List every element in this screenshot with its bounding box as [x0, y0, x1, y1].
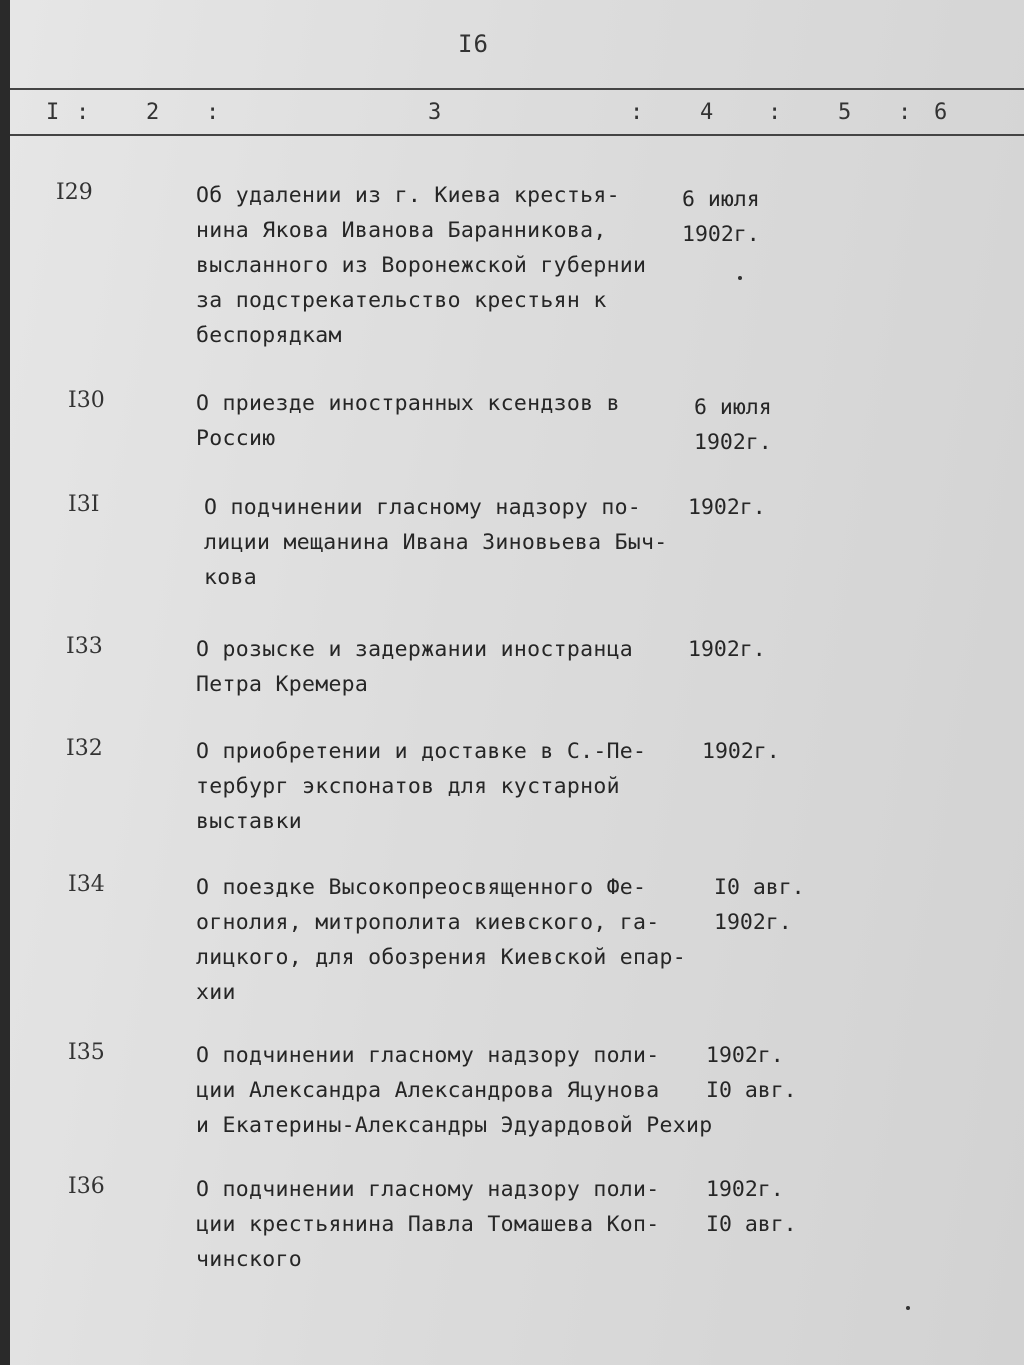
column-header-2: 2: [146, 100, 160, 125]
column-header-6: 6: [934, 100, 948, 125]
document-page: [10, 0, 1024, 1365]
header-rule-bottom: [10, 134, 1024, 136]
header-rule-top: [10, 88, 1024, 90]
column-separator: :: [630, 100, 644, 125]
entry-date: 6 июля 1902г.: [682, 187, 760, 247]
entry-number: I3I: [68, 492, 100, 517]
entry-number: I29: [56, 180, 93, 205]
entry-date: 6 июля 1902г.: [694, 395, 772, 455]
entry-number: I34: [68, 872, 105, 897]
column-header-3: 3: [428, 100, 442, 125]
page-number: I6: [458, 30, 489, 58]
entry-number: I33: [66, 634, 103, 659]
entry-title: О поездке Высокопреосвященного Фе- огнолия, митрополита киевского, га- лицкого, для обозрения Киевской епар- хии: [196, 875, 687, 1005]
entry-date: 1902г. I0 авг.: [706, 1177, 797, 1237]
ink-speck: [906, 1306, 910, 1310]
entry-title: О приобретении и доставке в С.-Пе- тербург экспонатов для кустарной выставки: [196, 739, 647, 834]
entry-number: I32: [66, 736, 103, 761]
entry-title: О розыске и задержании иностранца Петра Кремера: [196, 637, 634, 697]
entry-title: О подчинении гласному надзору по- лиции мещанина Ивана Зиновьева Быч- кова: [204, 495, 668, 590]
entry-date: 1902г.: [688, 495, 766, 520]
entry-title: О подчинении гласному надзору поли- ции Александра Александрова Яцунова и Екатерины-Алексaндры Эдуардовой Рехир: [196, 1043, 713, 1138]
column-header-5: 5: [838, 100, 852, 125]
column-header-4: 4: [700, 100, 714, 125]
entry-title: Об удалении из г. Киева крестья- нина Якова Иванова Баранникова, высланного из Воронежской губернии за подстрекательство крестьян к беспорядкам: [196, 183, 647, 348]
entry-date: 1902г. I0 авг.: [706, 1043, 797, 1103]
entry-date: I0 авг. 1902г.: [714, 875, 805, 935]
column-separator: :: [206, 100, 220, 125]
column-separator: :: [768, 100, 782, 125]
entry-number: I35: [68, 1040, 105, 1065]
column-header-1: I: [46, 100, 60, 125]
entry-title: О подчинении гласному надзору поли- ции крестьянина Павла Томашева Коп- чинского: [196, 1177, 660, 1272]
column-separator: :: [898, 100, 912, 125]
entry-date: 1902г.: [702, 739, 780, 764]
entry-number: I36: [68, 1174, 105, 1199]
column-separator: :: [76, 100, 90, 125]
entry-number: I30: [68, 388, 105, 413]
entry-title: О приезде иностранных ксендзов в Россию: [196, 391, 620, 451]
ink-speck: [738, 276, 742, 280]
entry-date: 1902г.: [688, 637, 766, 662]
